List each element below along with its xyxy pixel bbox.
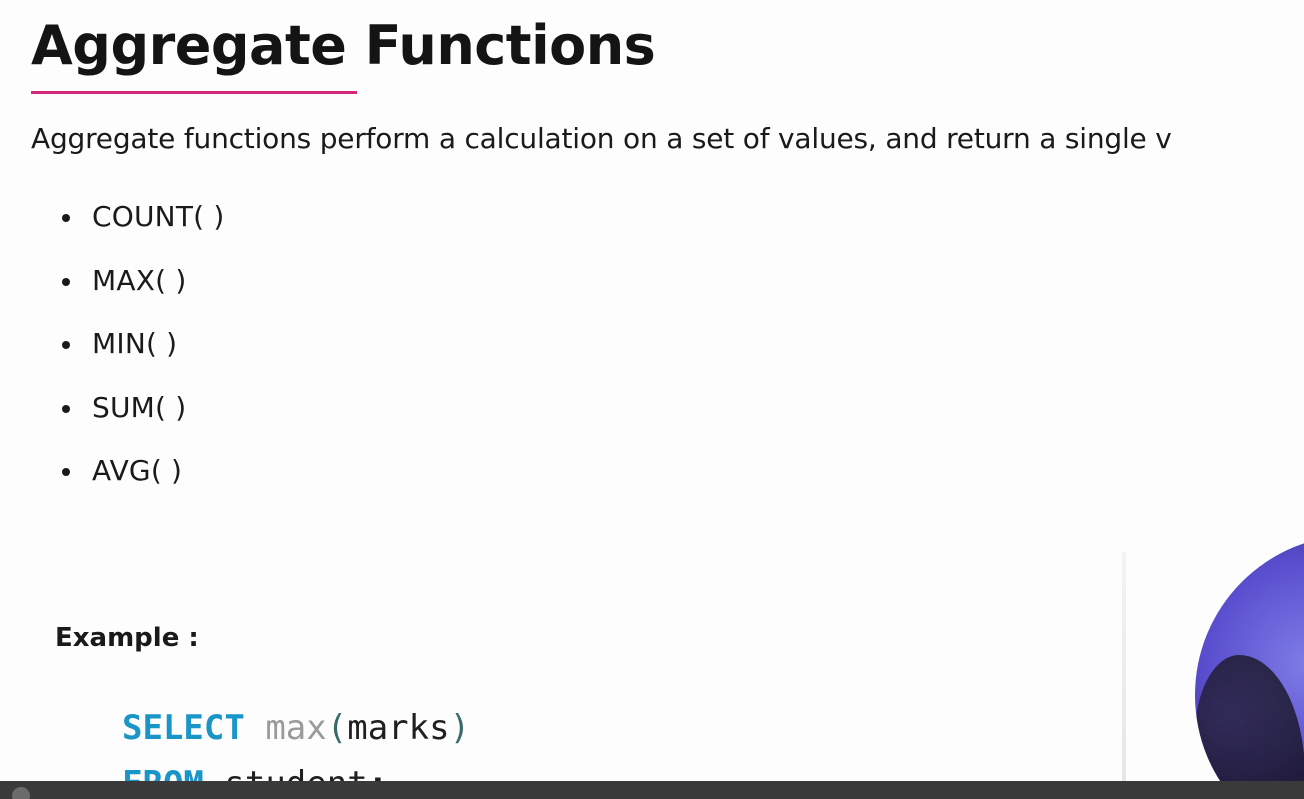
slide-subtitle: Aggregate functions perform a calculation on a set of values, and return a single v [31,122,1172,155]
bullet-icon [62,341,70,349]
list-item [62,260,224,324]
webcam-shadow [1195,655,1304,799]
sql-close-paren: ) [449,708,471,748]
list-item [62,323,224,387]
sql-open-paren: ( [326,708,348,748]
slide-title: Aggregate Functions [31,14,656,77]
title-underline [31,91,357,94]
bullet-icon [62,405,70,413]
video-progress-bar[interactable] [0,781,1304,799]
list-item [62,387,224,451]
bullet-icon [62,214,70,222]
list-item [62,196,224,260]
function-label-max: MAX( ) [92,263,187,297]
sql-argument: marks [347,708,450,748]
function-list [62,196,224,514]
example-label: Example : [55,623,199,653]
sql-function-name: max [265,708,327,748]
bullet-icon [62,278,70,286]
sql-keyword-select: SELECT [122,708,245,748]
presenter-webcam [1195,535,1304,799]
webcam-frame-edge [1122,552,1126,782]
playhead-dot-icon[interactable] [12,787,30,799]
list-item [62,450,224,514]
function-label-sum: SUM( ) [92,390,187,424]
function-label-avg: AVG( ) [92,454,183,487]
bullet-icon [62,468,70,476]
function-label-count: COUNT( ) [92,200,225,233]
function-label-min: MIN( ) [92,327,178,360]
